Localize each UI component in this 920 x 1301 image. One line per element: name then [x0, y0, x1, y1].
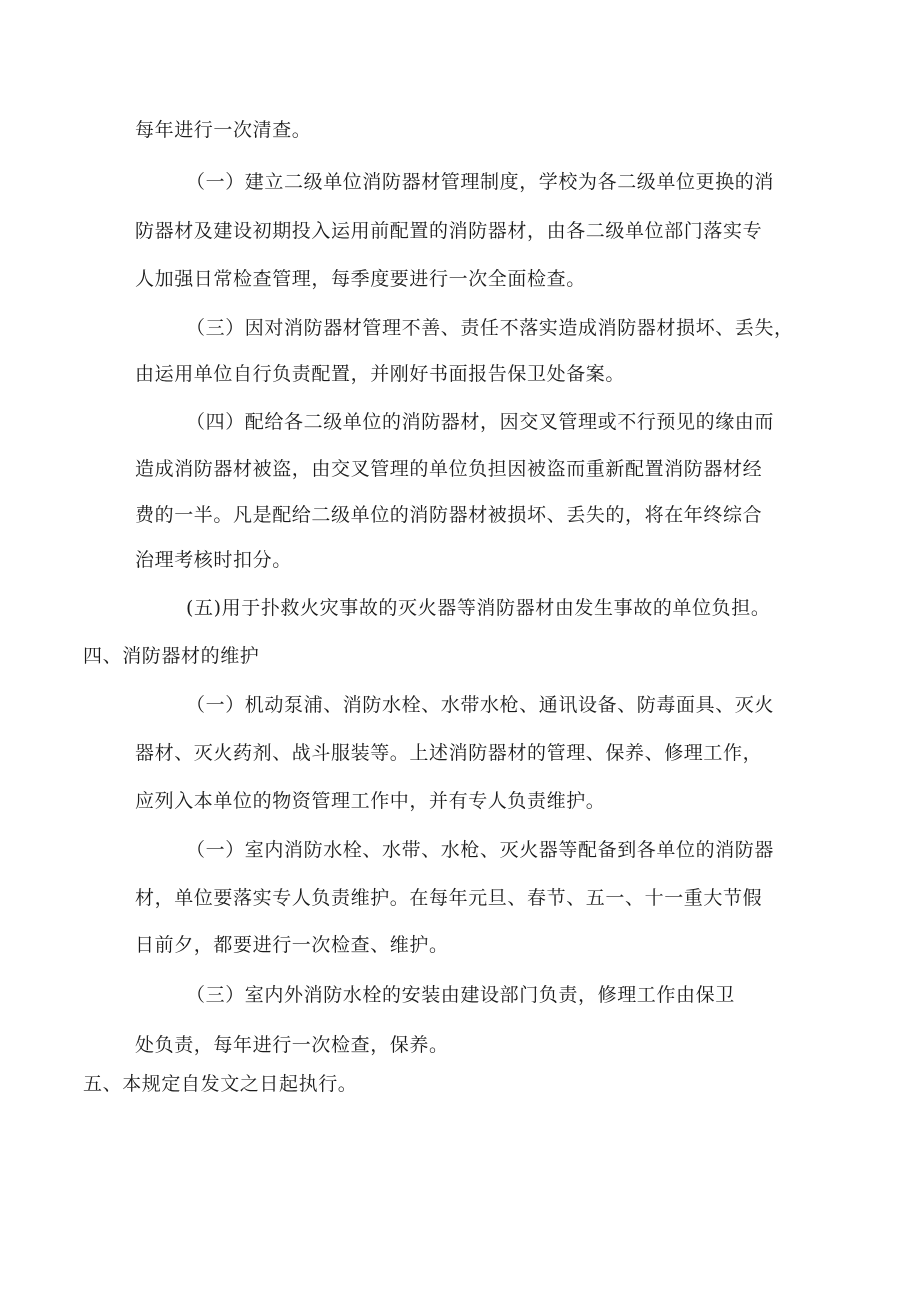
paragraph-line: （一）室内消防水栓、水带、水枪、灭火器等配备到各单位的消防器: [186, 839, 775, 861]
paragraph-line: （一）机动泵浦、消防水栓、水带水枪、通讯设备、防毒面具、灭火: [186, 694, 775, 716]
paragraph-line: 治理考核时扣分。: [135, 549, 292, 571]
paragraph-line: 材，单位要落实专人负责维护。在每年元旦、春节、五一、十一重大节假: [135, 887, 763, 909]
paragraph-line: （四）配给各二级单位的消防器材，因交叉管理或不行预见的缘由而: [186, 411, 775, 433]
paragraph-line: 由运用单位自行负责配置，并刚好书面报告保卫处备案。: [135, 363, 626, 385]
paragraph-line: (五)用于扑救火灾事故的灭火器等消防器材由发生事故的单位负担。: [186, 597, 771, 619]
paragraph-line: （一）建立二级单位消防器材管理制度，学校为各二级单位更换的消: [186, 171, 775, 193]
paragraph-line: （三）因对消防器材管理不善、责任不落实造成消防器材损坏、丢失，: [186, 317, 794, 339]
paragraph-line: 人加强日常检查管理，每季度要进行一次全面检查。: [135, 268, 586, 290]
paragraph-line: 费的一半。凡是配给二级单位的消防器材被损坏、丢失的，将在年终综合: [135, 504, 763, 526]
paragraph-line: 日前夕，都要进行一次检查、维护。: [135, 934, 449, 956]
paragraph-line: 应列入本单位的物资管理工作中，并有专人负责维护。: [135, 790, 606, 812]
paragraph-line: 处负责，每年进行一次检查，保养。: [135, 1034, 449, 1056]
paragraph-line: 器材、灭火药剂、战斗服装等。上述消防器材的管理、保养、修理工作，: [135, 742, 763, 764]
paragraph-line: 每年进行一次清查。: [135, 119, 312, 141]
paragraph-line: 造成消防器材被盗，由交叉管理的单位负担因被盗而重新配置消防器材经: [135, 458, 763, 480]
paragraph-line: （三）室内外消防水栓的安装由建设部门负责，修理工作由保卫: [186, 984, 735, 1006]
paragraph-line: 防器材及建设初期投入运用前配置的消防器材，由各二级单位部门落实专: [135, 220, 763, 242]
section-heading-5: 五、本规定自发文之日起执行。: [83, 1073, 358, 1095]
section-heading-4: 四、消防器材的维护: [83, 645, 260, 667]
